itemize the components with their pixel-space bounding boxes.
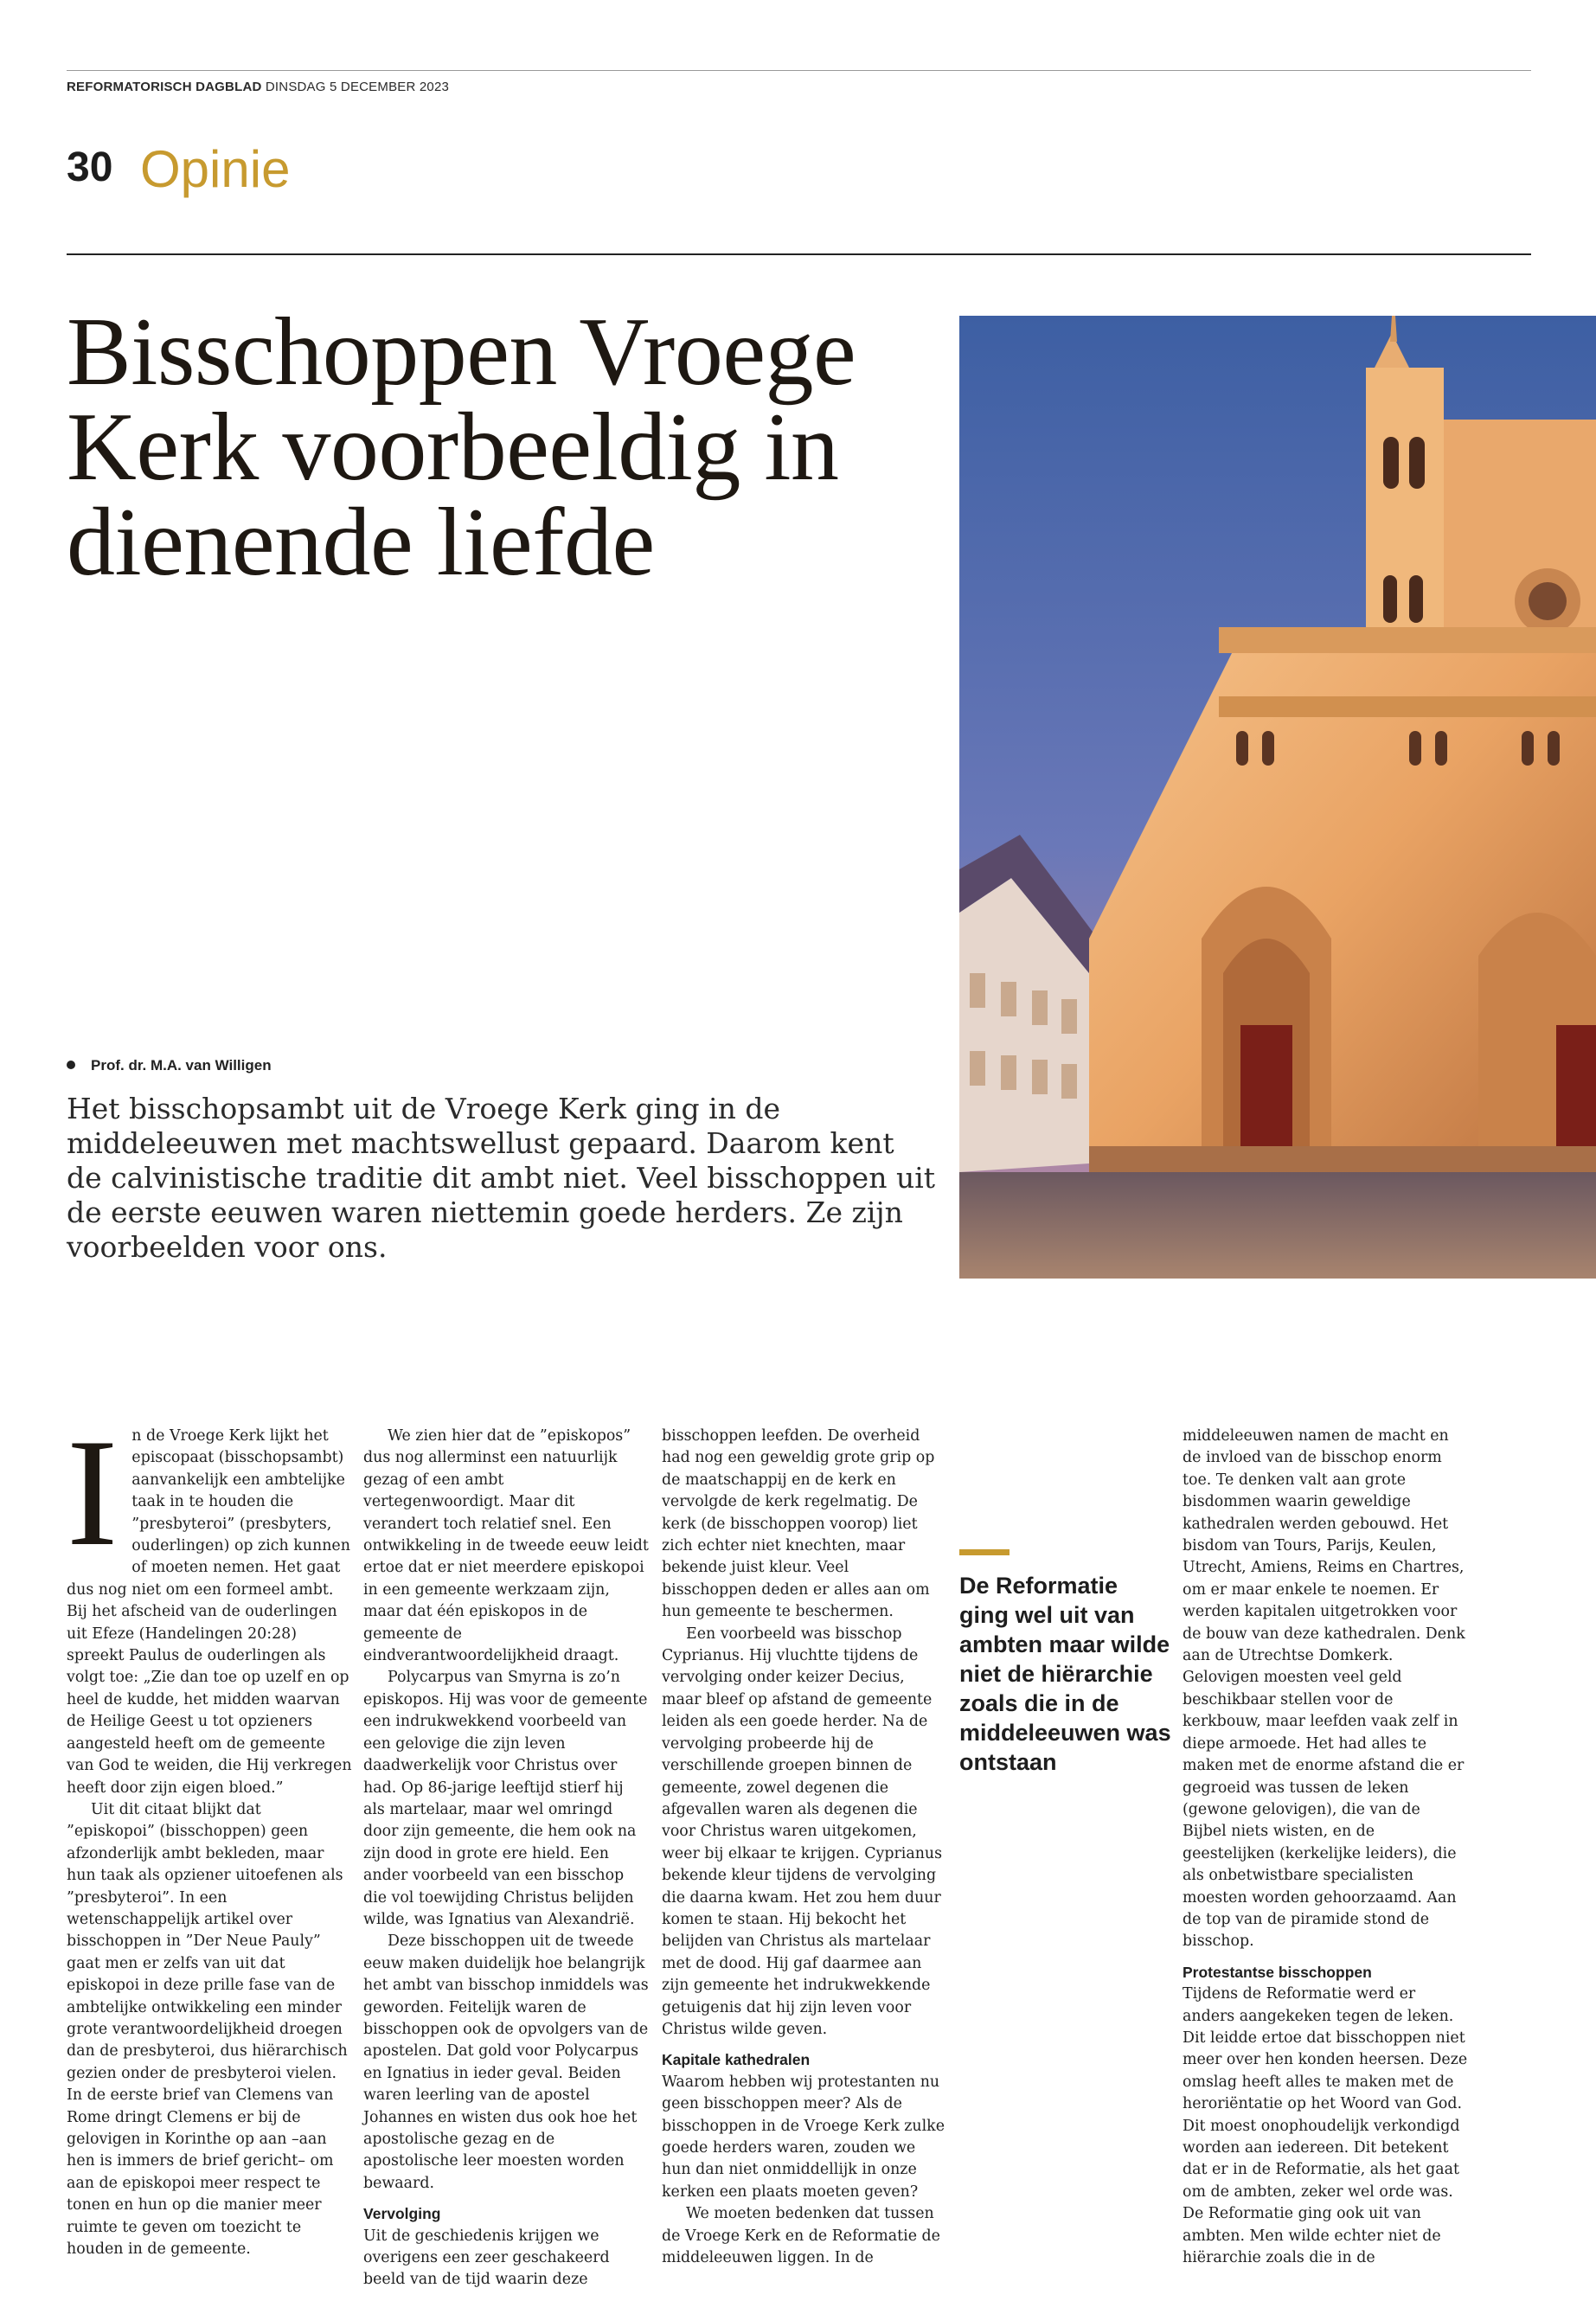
paragraph: Tijdens de Reformatie werd er anders aangekeken tegen de leken. Dit leidde ertoe dat bisschoppen niet meer over hen konden heersen. Deze omslag heeft alles te maken met de heroriëntatie op het Woord van God. Dit moest onophoudelijk verkondigd worden aan iedereen. Dit betekent dat er in de Reformatie, als het gaat om de ambten, zeker wel orde was. De Reformatie ging ook uit van ambten. Men wilde echter niet de hiërarchie zoals die in de <box>1183 1985 1468 2267</box>
cathedral-photo <box>959 316 1596 1279</box>
pullquote: De Reformatie ging wel uit van ambten maar wilde niet de hiërarchie zoals die in de middeleeuwen was ontstaan <box>959 1573 1171 1775</box>
paragraph: Een voorbeeld was bisschop Cyprianus. Hij vluchtte tijdens de vervolging onder keizer Decius, maar bleef op afstand de gemeente leiden als een goede herder. Na de vervolging probeerde hij de verschillende groepen binnen de gemeente, zowel degenen die afgevallen waren als degenen die voor Christus waren uitgekomen, weer bij elkaar te krijgen. Cyprianus bekende kleur tijdens de vervolging die daarna kwam. Het zou hem duur komen te staan. Hij bekocht het belijden van Christus als martelaar met de dood. Hij gaf daarmee aan zijn gemeente het indrukwekkende getuigenis dat hij zijn leven voor Christus wilde geven. <box>662 1625 943 2038</box>
column-1 <box>67 1407 354 2260</box>
cathedral-illustration <box>959 316 1596 1279</box>
drop-cap: I <box>67 1407 119 1578</box>
subheading: Vervolging <box>363 2205 441 2223</box>
paragraph: bisschoppen leefden. De overheid had nog een geweldig grote grip op de maatschappij en de kerk en vervolgde de kerk regelmatig. De kerk (de bisschoppen voorop) liet zich echter niet knechten, maar bekende juist kleur. Veel bisschoppen deden er alles aan om hun gemeente te beschermen. <box>662 1427 935 1621</box>
paragraph: Uit de geschiedenis krijgen we overigens een zeer geschakeerd beeld van de tijd waarin deze <box>363 2227 610 2289</box>
column-3 <box>662 1426 947 2269</box>
headline: Bisschoppen Vroege Kerk voorbeeldig in dienende liefde <box>67 298 856 596</box>
author-name: Prof. dr. M.A. van Willigen <box>91 1057 272 1074</box>
paragraph: Uit dit citaat blijkt dat ”episkopoi” (bisschoppen) geen afzonderlijk ambt bekleden, maar hun taak als opziener uitoefenen als ”presbyteroi”. In een wetenschappelijk artikel over bisschoppen in ”Der Neue Pauly” gaat men er zelfs van uit dat episkopoi in deze prille fase van de ambtelijke ontwikkeling een minder grote verantwoordelijkheid droegen dan de presbyteroi, dus hiërarchisch gezien onder de presbyteroi vielen. In de eerste brief van Clemens van Rome dringt Clemens er bij de gelovigen in Korinthe op aan –aan hen is immers de brief gericht– om aan de episkopoi meer respect te tonen en hun op die manier meer ruimte te geven om toezicht te houden in de gemeente. <box>67 1800 348 2259</box>
paragraph: Polycarpus van Smyrna is zo’n episkopos. Hij was voor de gemeente een indrukwekkend voorbeeld van een gelovige die zijn leven daadwerkelijk voor Christus over had. Op 86-jarige leeftijd stierf hij als martelaar, maar wel omringd door zijn gemeente, die hem ook na zijn dood in grote ere hield. Een ander voorbeeld van een bisschop die vol toewijding Christus belijden wilde, was Ignatius van Alexandrië. <box>363 1669 648 1928</box>
paragraph: We zien hier dat de ”episkopos” dus nog allerminst een natuurlijk gezag of een ambt vertegenwoordigt. Maar dit verandert toch relatief snel. Een ontwikkeling in de tweede eeuw leidt ertoe dat er niet meerdere episkopoi in een gemeente werkzaam zijn, maar dat één episkopos in de gemeente de eindverantwoordelijkheid draagt. <box>363 1427 649 1665</box>
paragraph: Waarom hebben wij protestanten nu geen bisschoppen meer? Als de bisschoppen in de Vroege Kerk zulke goede herders waren, zouden we hun dan niet onmiddellijk in onze kerken een plaats moeten geven? <box>662 2073 945 2201</box>
section-rule <box>67 253 1531 255</box>
paragraph: n de Vroege Kerk lijkt het episcopaat (bisschopsambt) aanvankelijk een ambtelijke taak in te houden die ”presbyteroi” (presbyters, ouderlingen) op zich kunnen of moeten nemen. Het gaat dus nog niet om een formeel ambt. Bij het afscheid van de ouderlingen uit Efeze (Handelingen 20:28) spreekt Paulus de ouderlingen als volgt toe: „Ziе dan toe op uzelf en op heel de kudde, het midden waarvan de Heilige Geest u tot opzieners aangesteld heeft om de gemeente van God te weiden, die Hij verkregen heeft door zijn eigen bloed.” <box>67 1427 352 1797</box>
issue-date: DINSDAG 5 DECEMBER 2023 <box>265 80 450 94</box>
paragraph: middeleeuwen namen de macht en de invloed van de bisschop enorm toe. Te denken valt aan grote bisdommen waarin geweldige kathedralen werden gebouwd. Het bisdom van Tours, Parijs, Keulen, Utrecht, Amiens, Reims en Chartres, om er maar enkele te noemen. Er werden kapitalen uitgetrokken voor de bouw van deze kathedralen. Denk aan de Utrechtse Domkerk. Gelovigen moesten veel geld beschikbaar stellen voor de kerkbouw, maar leefden vaak zelf in diepe armoede. Het had alles te maken met de enorme afstand die er gegroeid was tussen de leken (gewone gelovigen), die van de Bijbel niets wisten, en de geestelijken (kerkelijke leiders), die als onbetwistbare specialisten moesten worden gehoorzaamd. Aan de top van de piramide stond de bisschop. <box>1183 1427 1465 1951</box>
bullet-icon <box>67 1061 75 1069</box>
paper-name: REFORMATORISCH DAGBLAD <box>67 80 262 94</box>
paragraph: Deze bisschoppen uit de tweede eeuw maken duidelijk hoe belangrijk het ambt van bisschop inmiddels was geworden. Feitelijk waren de bisschoppen ook de opvolgers van de apostelen. Dat gold voor Polycarpus en Ignatius in ieder geval. Beiden waren leerling van de apostel Johannes en wisten dus ook hoe het apostolische gezag en de apostolische leer moesten worden bewaard. <box>363 1932 649 2192</box>
byline <box>67 1057 272 1074</box>
top-rule <box>67 70 1531 71</box>
paragraph: We moeten bedenken dat tussen de Vroege Kerk en de Reformatie de middeleeuwen liggen. In de <box>662 2205 940 2267</box>
subheading: Kapitale kathedralen <box>662 2051 811 2069</box>
column-2 <box>363 1426 649 2291</box>
subheading: Protestantse bisschoppen <box>1183 1963 1372 1981</box>
intro-paragraph: Het bisschopsambt uit de Vroege Kerk ging in de middeleeuwen met machtswellust gepaard. Daarom kent de calvinistische traditie dit ambt niet. Veel bisschoppen uit de eerste eeuwen waren niettemin goede herders. Ze zijn voorbeelden voor ons. <box>67 1092 936 1264</box>
page-number: 30 <box>67 144 113 190</box>
section-title: Opinie <box>140 140 291 198</box>
column-4 <box>1183 1426 1468 2269</box>
masthead <box>67 80 449 94</box>
pullquote-bar <box>959 1549 1010 1555</box>
